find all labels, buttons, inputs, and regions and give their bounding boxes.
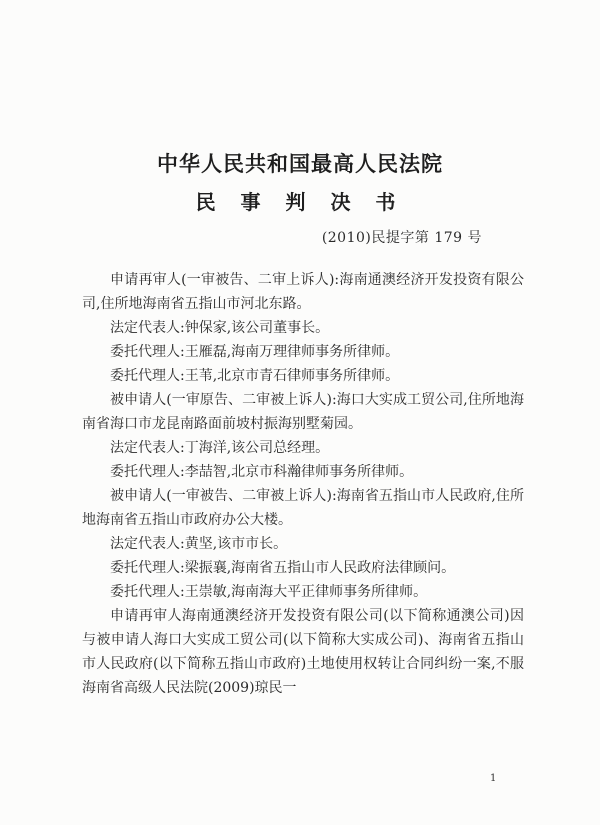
document-type-heading: 民 事 判 决 书 <box>195 190 405 214</box>
paragraph-respondent-1: 被申请人(一审原告、二审被上诉人):海口大实成工贸公司,住所地海南省海口市龙昆南路面前坡村振海别墅菊园。 <box>82 392 524 432</box>
paragraph-respondent-1-representative: 法定代表人:丁海洋,该公司总经理。 <box>110 440 330 456</box>
case-number: (2010)民提字第 179 号 <box>321 230 482 246</box>
court-name-heading: 中华人民共和国最高人民法院 <box>157 151 443 176</box>
paragraph-respondent-1-agent: 委托代理人:李喆智,北京市科瀚律师事务所律师。 <box>110 464 414 480</box>
paragraph-case-summary: 申请再审人海南通澳经济开发投资有限公司(以下简称通澳公司)因与被申请人海口大实成工贸公司(以下简称大实成公司)、海南省五指山市人民政府(以下简称五指山市政府)土地使用权转让合同纠纷一案,不服海南省高级人民法院(2009)琼民一 <box>82 608 524 696</box>
paragraph-applicant-agent-1: 委托代理人:王雁磊,海南万理律师事务所律师。 <box>110 344 400 360</box>
paragraph-respondent-2-agent-1: 委托代理人:梁振襄,海南省五指山市人民政府法律顾问。 <box>110 560 456 576</box>
paragraph-applicant: 申请再审人(一审被告、二审上诉人):海南通澳经济开发投资有限公司,住所地海南省五指山市河北东路。 <box>82 272 524 312</box>
paragraph-applicant-agent-2: 委托代理人:王苇,北京市青石律师事务所律师。 <box>110 368 400 384</box>
paragraph-applicant-representative: 法定代表人:钟保家,该公司董事长。 <box>110 320 330 336</box>
page-number: 1 <box>490 773 497 784</box>
judgment-body <box>82 268 524 700</box>
paragraph-respondent-2-representative: 法定代表人:黄坚,该市市长。 <box>110 536 288 552</box>
paragraph-respondent-2-agent-2: 委托代理人:王崇敏,海南海大平正律师事务所律师。 <box>110 584 428 600</box>
paragraph-respondent-2: 被申请人(一审被告、二审被上诉人):海南省五指山市人民政府,住所地海南省五指山市政府办公大楼。 <box>82 488 524 528</box>
